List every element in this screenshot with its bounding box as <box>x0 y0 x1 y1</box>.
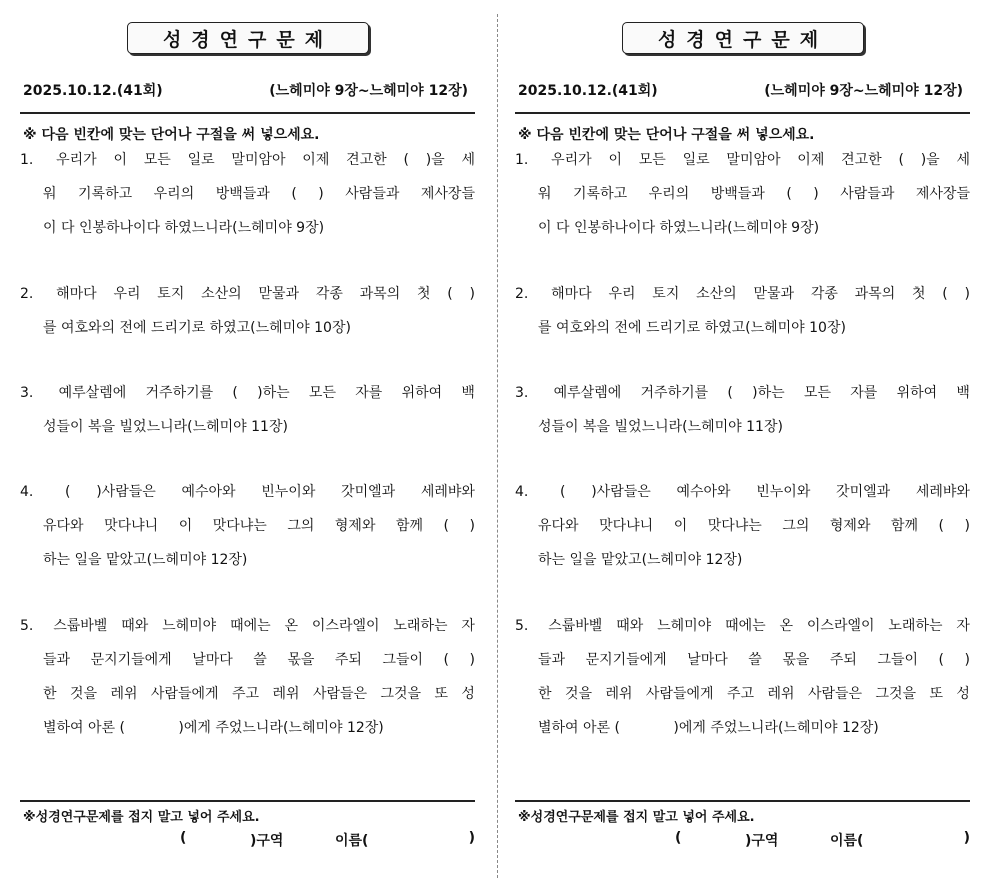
question-word: )하는 <box>752 385 785 401</box>
question-word: ( <box>447 286 453 302</box>
question-word: 스룹바벨 <box>548 618 603 634</box>
question-word: 것을 <box>69 686 98 702</box>
question-word: 세레뱌와 <box>420 484 475 500</box>
question-word: 우리가 <box>56 152 97 168</box>
question-word: 우리의 <box>153 186 195 202</box>
district-paren-open: ( <box>180 830 187 846</box>
worksheet-title: 성경연구문제 <box>622 22 864 54</box>
question-number: 1. <box>515 152 529 168</box>
question-word: 이스라엘이 <box>806 618 875 634</box>
question-word: 맏물과 <box>753 286 795 302</box>
question-word: 과목의 <box>359 286 401 302</box>
question-word: 견고한 <box>346 152 387 168</box>
question-word: 예루살렘에 <box>58 385 127 401</box>
header-rule <box>20 112 475 114</box>
question-word: ( <box>65 484 71 500</box>
question-word: 우리가 <box>551 152 592 168</box>
question-word: 성들이 복을 빌었느니라(느헤미야 11장) <box>538 419 783 435</box>
question-word: 맛다냐니 <box>599 518 654 534</box>
question-word: ) <box>964 286 970 302</box>
question-line <box>515 143 970 177</box>
question-word: 방백들과 <box>710 186 765 202</box>
question-word: ) <box>813 186 819 202</box>
question-3 <box>20 376 475 444</box>
district-label[interactable]: )구역 <box>250 833 284 849</box>
question-4 <box>20 475 475 577</box>
question-word: 방백들과 <box>215 186 270 202</box>
question-line <box>515 211 970 245</box>
question-number: 4. <box>515 484 529 500</box>
worksheet-instruction: ※ 다음 빈칸에 맞는 단어나 구절을 써 넣으세요. <box>518 127 815 143</box>
question-word: 소산의 <box>201 286 242 302</box>
question-word: 하는 일을 맡았고(느헤미야 12장) <box>43 552 248 568</box>
question-word: 토지 <box>652 286 680 302</box>
question-word: 성들이 복을 빌었느니라(느헤미야 11장) <box>43 419 288 435</box>
question-word: 이 다 인봉하나이다 하였느니라(느헤미야 9장) <box>43 220 325 236</box>
question-word: 유다와 <box>538 518 579 534</box>
question-word: 한 <box>43 686 57 702</box>
question-word: 를 여호와의 전에 드리기로 하였고(느헤미야 10장) <box>538 320 846 336</box>
question-line <box>20 543 475 577</box>
question-word: ( <box>727 385 733 401</box>
question-word: 갓미엘과 <box>836 484 891 500</box>
question-word: )을 <box>425 152 445 168</box>
question-line <box>20 177 475 211</box>
question-number: 3. <box>515 385 529 401</box>
worksheet-date: 2025.10.12.(41회) <box>23 83 163 99</box>
question-2 <box>20 277 475 345</box>
question-word: 또 <box>434 686 448 702</box>
question-word: 기록하고 <box>78 186 133 202</box>
question-line <box>20 311 475 345</box>
question-word: 자 <box>956 618 970 634</box>
question-number: 2. <box>20 286 34 302</box>
question-word: 주고 <box>231 686 260 702</box>
question-line <box>515 177 970 211</box>
question-line <box>20 609 475 643</box>
question-word: ( <box>938 518 944 534</box>
question-word: 를 여호와의 전에 드리기로 하였고(느헤미야 10장) <box>43 320 351 336</box>
question-word: 성 <box>461 686 475 702</box>
question-word: ( <box>443 652 449 668</box>
question-word: 노래하는 <box>888 618 943 634</box>
question-word: 견고한 <box>841 152 882 168</box>
worksheet-right <box>515 0 975 892</box>
question-5 <box>20 609 475 745</box>
question-word: 일로 <box>187 152 215 168</box>
question-line <box>515 311 970 345</box>
question-word: 문지기들에게 <box>585 652 667 668</box>
question-word: 첫 <box>416 286 431 302</box>
question-word: 사람들은 <box>312 686 368 702</box>
question-word: ( <box>560 484 566 500</box>
question-line <box>20 643 475 677</box>
question-word: 각종 <box>315 286 343 302</box>
question-word: 몫을 <box>782 652 810 668</box>
question-word: 빈누이와 <box>756 484 811 500</box>
question-word: ) <box>469 518 475 534</box>
cut-divider <box>497 14 498 878</box>
question-word: 유다와 <box>43 518 84 534</box>
name-paren-close: ) <box>468 830 475 846</box>
question-word: 때와 <box>121 618 149 634</box>
question-word: ( <box>938 652 944 668</box>
question-word: 위하여 <box>401 385 443 401</box>
footer-rule <box>20 800 475 802</box>
question-word: 그들이 <box>877 652 919 668</box>
worksheet-instruction: ※ 다음 빈칸에 맞는 단어나 구절을 써 넣으세요. <box>23 127 320 143</box>
question-number: 4. <box>20 484 34 500</box>
question-word: 워 <box>43 186 57 202</box>
question-word: 성 <box>956 686 970 702</box>
question-word: 들과 <box>43 652 71 668</box>
question-word: 거주하기를 <box>145 385 214 401</box>
question-word: 함께 <box>890 518 919 534</box>
question-word: 토지 <box>157 286 185 302</box>
question-word: )사람들은 <box>591 484 651 500</box>
question-line <box>20 211 475 245</box>
question-line <box>515 609 970 643</box>
question-line <box>20 711 475 745</box>
question-word: 해마다 <box>551 286 592 302</box>
question-word: 세 <box>956 152 970 168</box>
question-line <box>515 543 970 577</box>
question-line <box>20 475 475 509</box>
question-word: 사람들과 <box>840 186 895 202</box>
question-word: 이 <box>178 518 193 534</box>
question-word: )사람들은 <box>96 484 156 500</box>
question-word: 그것을 <box>875 686 917 702</box>
question-word: 이 <box>608 152 622 168</box>
question-word: 함께 <box>395 518 424 534</box>
footer-rule <box>515 800 970 802</box>
question-word: 이 <box>673 518 688 534</box>
question-word: ) <box>469 286 475 302</box>
question-5 <box>515 609 970 745</box>
question-word: ( <box>898 152 904 168</box>
name-label[interactable]: 이름( <box>335 833 369 849</box>
question-word: 이스라엘이 <box>311 618 380 634</box>
question-word: 쓸 <box>748 652 762 668</box>
question-word: 우리의 <box>648 186 690 202</box>
footer-note: ※성경연구문제를 접지 말고 넣어 주세요. <box>23 810 260 825</box>
question-word: 말미암아 <box>231 152 286 168</box>
question-word: 온 <box>779 618 794 634</box>
question-word: 예수아와 <box>676 484 731 500</box>
question-word: 맛다냐는 <box>707 518 762 534</box>
question-word: 그의 <box>287 518 315 534</box>
question-word: 형제와 <box>334 518 376 534</box>
question-word: 사람들은 <box>807 686 863 702</box>
worksheet-date: 2025.10.12.(41회) <box>518 83 658 99</box>
question-word: )을 <box>920 152 940 168</box>
question-word: 거주하기를 <box>640 385 709 401</box>
question-line <box>20 277 475 311</box>
question-word: 하는 일을 맡았고(느헤미야 12장) <box>538 552 743 568</box>
question-1 <box>20 143 475 245</box>
question-word: ) <box>964 518 970 534</box>
worksheet-scripture-range: (느헤미야 9장~느헤미야 12장) <box>764 83 963 99</box>
question-word: 자를 <box>850 385 878 401</box>
worksheet-left <box>20 0 480 892</box>
question-word: 형제와 <box>829 518 871 534</box>
question-word: 맏물과 <box>258 286 300 302</box>
question-word: 주되 <box>334 652 362 668</box>
question-line <box>20 143 475 177</box>
question-word: 세 <box>461 152 475 168</box>
district-label[interactable]: )구역 <box>745 833 779 849</box>
question-number: 5. <box>515 618 529 634</box>
worksheet-scripture-range: (느헤미야 9장~느헤미야 12장) <box>269 83 468 99</box>
question-word: 스룹바벨 <box>53 618 108 634</box>
question-word: 그의 <box>782 518 810 534</box>
header-rule <box>515 112 970 114</box>
question-word: 느헤미야 <box>657 618 712 634</box>
question-word: 우리 <box>608 286 636 302</box>
question-word: 모든 <box>803 385 831 401</box>
question-line <box>515 509 970 543</box>
question-word: 예수아와 <box>181 484 236 500</box>
question-word: 레위 <box>605 686 633 702</box>
question-word: 자 <box>461 618 475 634</box>
question-word: 워 <box>538 186 552 202</box>
question-word: )하는 <box>257 385 290 401</box>
name-paren-close: ) <box>963 830 970 846</box>
district-paren-open: ( <box>675 830 682 846</box>
question-number: 5. <box>20 618 34 634</box>
question-word: 노래하는 <box>393 618 448 634</box>
question-word: 갓미엘과 <box>341 484 396 500</box>
question-line <box>515 643 970 677</box>
question-line <box>515 677 970 711</box>
question-word: 모든 <box>143 152 171 168</box>
question-word: 백 <box>461 385 475 401</box>
question-word: 레위 <box>272 686 300 702</box>
question-word: 사람들에게 <box>150 686 219 702</box>
worksheet-title: 성경연구문제 <box>127 22 369 54</box>
question-word: 일로 <box>682 152 710 168</box>
question-word: ) <box>964 652 970 668</box>
question-word: 것을 <box>564 686 593 702</box>
question-word: 때에는 <box>725 618 766 634</box>
question-word: 각종 <box>810 286 838 302</box>
question-word: 날마다 <box>192 652 233 668</box>
question-word: 백 <box>956 385 970 401</box>
question-line <box>515 711 970 745</box>
question-word: 모든 <box>308 385 336 401</box>
footer-note: ※성경연구문제를 접지 말고 넣어 주세요. <box>518 810 755 825</box>
question-word: 때에는 <box>230 618 271 634</box>
question-word: 이 <box>113 152 127 168</box>
question-word: 사람들과 <box>345 186 400 202</box>
question-word: 과목의 <box>854 286 896 302</box>
question-number: 1. <box>20 152 34 168</box>
question-word: 이제 <box>302 152 330 168</box>
question-line <box>20 410 475 444</box>
question-line <box>20 376 475 410</box>
question-word: 이 다 인봉하나이다 하였느니라(느헤미야 9장) <box>538 220 820 236</box>
question-word: ) <box>469 652 475 668</box>
question-word: 또 <box>929 686 943 702</box>
question-word: 이제 <box>797 152 825 168</box>
question-word: 해마다 <box>56 286 97 302</box>
question-word: 별하여 아론 ( )에게 주었느니라(느헤미야 12장) <box>538 720 879 736</box>
question-line <box>515 376 970 410</box>
question-line <box>20 677 475 711</box>
question-word: ( <box>403 152 409 168</box>
question-word: 주고 <box>726 686 755 702</box>
question-word: ( <box>232 385 238 401</box>
question-word: ( <box>291 186 297 202</box>
question-word: 모든 <box>638 152 666 168</box>
question-word: 맛다냐는 <box>212 518 267 534</box>
question-word: 레위 <box>767 686 795 702</box>
question-word: 주되 <box>829 652 857 668</box>
question-1 <box>515 143 970 245</box>
question-word: 예루살렘에 <box>553 385 622 401</box>
question-line <box>515 277 970 311</box>
question-word: 몫을 <box>287 652 315 668</box>
question-word: 쓸 <box>253 652 267 668</box>
question-word: 첫 <box>911 286 926 302</box>
question-word: 빈누이와 <box>261 484 316 500</box>
question-word: 때와 <box>616 618 644 634</box>
question-word: 들과 <box>538 652 566 668</box>
question-word: 제사장들 <box>420 186 475 202</box>
question-word: 세레뱌와 <box>915 484 970 500</box>
question-4 <box>515 475 970 577</box>
question-word: 별하여 아론 ( )에게 주었느니라(느헤미야 12장) <box>43 720 384 736</box>
question-number: 3. <box>20 385 34 401</box>
question-word: ) <box>318 186 324 202</box>
question-word: 날마다 <box>687 652 728 668</box>
question-word: 맛다냐니 <box>104 518 159 534</box>
question-word: 레위 <box>110 686 138 702</box>
question-line <box>515 475 970 509</box>
question-word: 한 <box>538 686 552 702</box>
question-word: 기록하고 <box>573 186 628 202</box>
question-word: 제사장들 <box>915 186 970 202</box>
question-word: 느헤미야 <box>162 618 217 634</box>
question-word: 문지기들에게 <box>90 652 172 668</box>
question-word: ( <box>942 286 948 302</box>
name-label[interactable]: 이름( <box>830 833 864 849</box>
question-word: 사람들에게 <box>645 686 714 702</box>
question-word: 그들이 <box>382 652 424 668</box>
question-word: 위하여 <box>896 385 938 401</box>
question-word: 말미암아 <box>726 152 781 168</box>
question-word: 온 <box>284 618 299 634</box>
question-2 <box>515 277 970 345</box>
question-3 <box>515 376 970 444</box>
question-number: 2. <box>515 286 529 302</box>
question-line <box>20 509 475 543</box>
question-word: ( <box>786 186 792 202</box>
question-word: 그것을 <box>380 686 422 702</box>
question-line <box>515 410 970 444</box>
question-word: 소산의 <box>696 286 737 302</box>
question-word: 자를 <box>355 385 383 401</box>
question-word: ( <box>443 518 449 534</box>
question-word: 우리 <box>113 286 141 302</box>
